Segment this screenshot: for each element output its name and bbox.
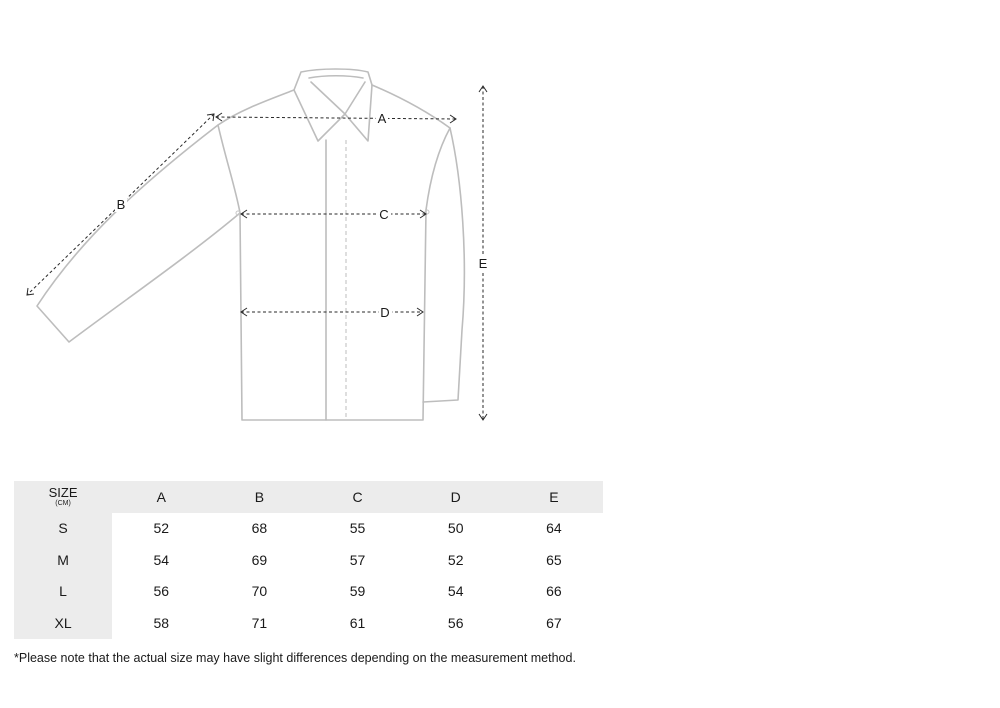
row-size-label: XL	[14, 607, 112, 639]
shirt-right-sleeve	[423, 128, 464, 402]
table-cell: 66	[546, 583, 562, 600]
table-row	[14, 513, 603, 545]
row-size-label: S	[14, 513, 112, 545]
shirt-left-sleeve	[37, 125, 240, 342]
table-cell: 52	[447, 551, 464, 568]
measurement-note: *Please note that the actual size may have slight differences depending on the measurement method.	[14, 651, 576, 665]
measure-e	[476, 86, 490, 420]
shirt-collar-band-inner	[309, 76, 363, 78]
table-cell: 64	[546, 520, 562, 537]
shirt-outline	[37, 69, 464, 420]
table-cell: 67	[546, 614, 562, 631]
column-header-d: D	[450, 488, 461, 505]
table-cell: 54	[447, 583, 464, 600]
column-header-b: B	[254, 488, 265, 505]
size-header-unit: (CM)	[55, 500, 71, 508]
table-cell: 56	[447, 614, 464, 631]
table-cell: 65	[546, 551, 562, 568]
table-cell: 56	[153, 583, 170, 600]
measure-d	[241, 304, 423, 320]
table-cell: 68	[251, 520, 268, 537]
table-cell: 50	[447, 520, 464, 537]
table-cell: 57	[349, 551, 366, 568]
size-header-label: SIZE	[48, 485, 78, 501]
label-d: D	[380, 305, 390, 320]
column-header-c: C	[352, 488, 363, 505]
table-header-row	[14, 481, 603, 513]
column-header-e: E	[549, 488, 559, 505]
shirt-collar-left	[294, 82, 345, 141]
table-cell: 52	[153, 520, 170, 537]
table-cell: 59	[349, 583, 366, 600]
size-table	[14, 481, 603, 639]
label-c: C	[379, 207, 389, 222]
shirt-diagram	[0, 0, 620, 440]
shirt-collar-band	[294, 69, 372, 90]
table-cell: 61	[349, 614, 366, 631]
label-b: B	[116, 197, 126, 212]
table-cell: 71	[251, 614, 268, 631]
shirt-body	[240, 210, 426, 420]
table-cell: 55	[349, 520, 366, 537]
table-row	[14, 607, 603, 639]
shirt-left-shoulder	[218, 90, 294, 213]
table-row	[14, 544, 603, 576]
label-e: E	[478, 256, 488, 271]
row-size-label: M	[14, 544, 112, 576]
row-size-label: L	[14, 576, 112, 608]
table-cell: 54	[153, 551, 170, 568]
table-cell: 70	[251, 583, 268, 600]
table-cell: 69	[251, 551, 268, 568]
shirt-right-shoulder	[372, 85, 450, 210]
table-row	[14, 576, 603, 608]
column-header-a: A	[156, 488, 166, 505]
table-cell: 58	[153, 614, 170, 631]
shirt-collar-right	[345, 82, 372, 141]
label-a: A	[377, 111, 387, 126]
measure-c	[241, 206, 426, 222]
measure-b	[27, 114, 214, 295]
size-column-header	[14, 481, 112, 513]
